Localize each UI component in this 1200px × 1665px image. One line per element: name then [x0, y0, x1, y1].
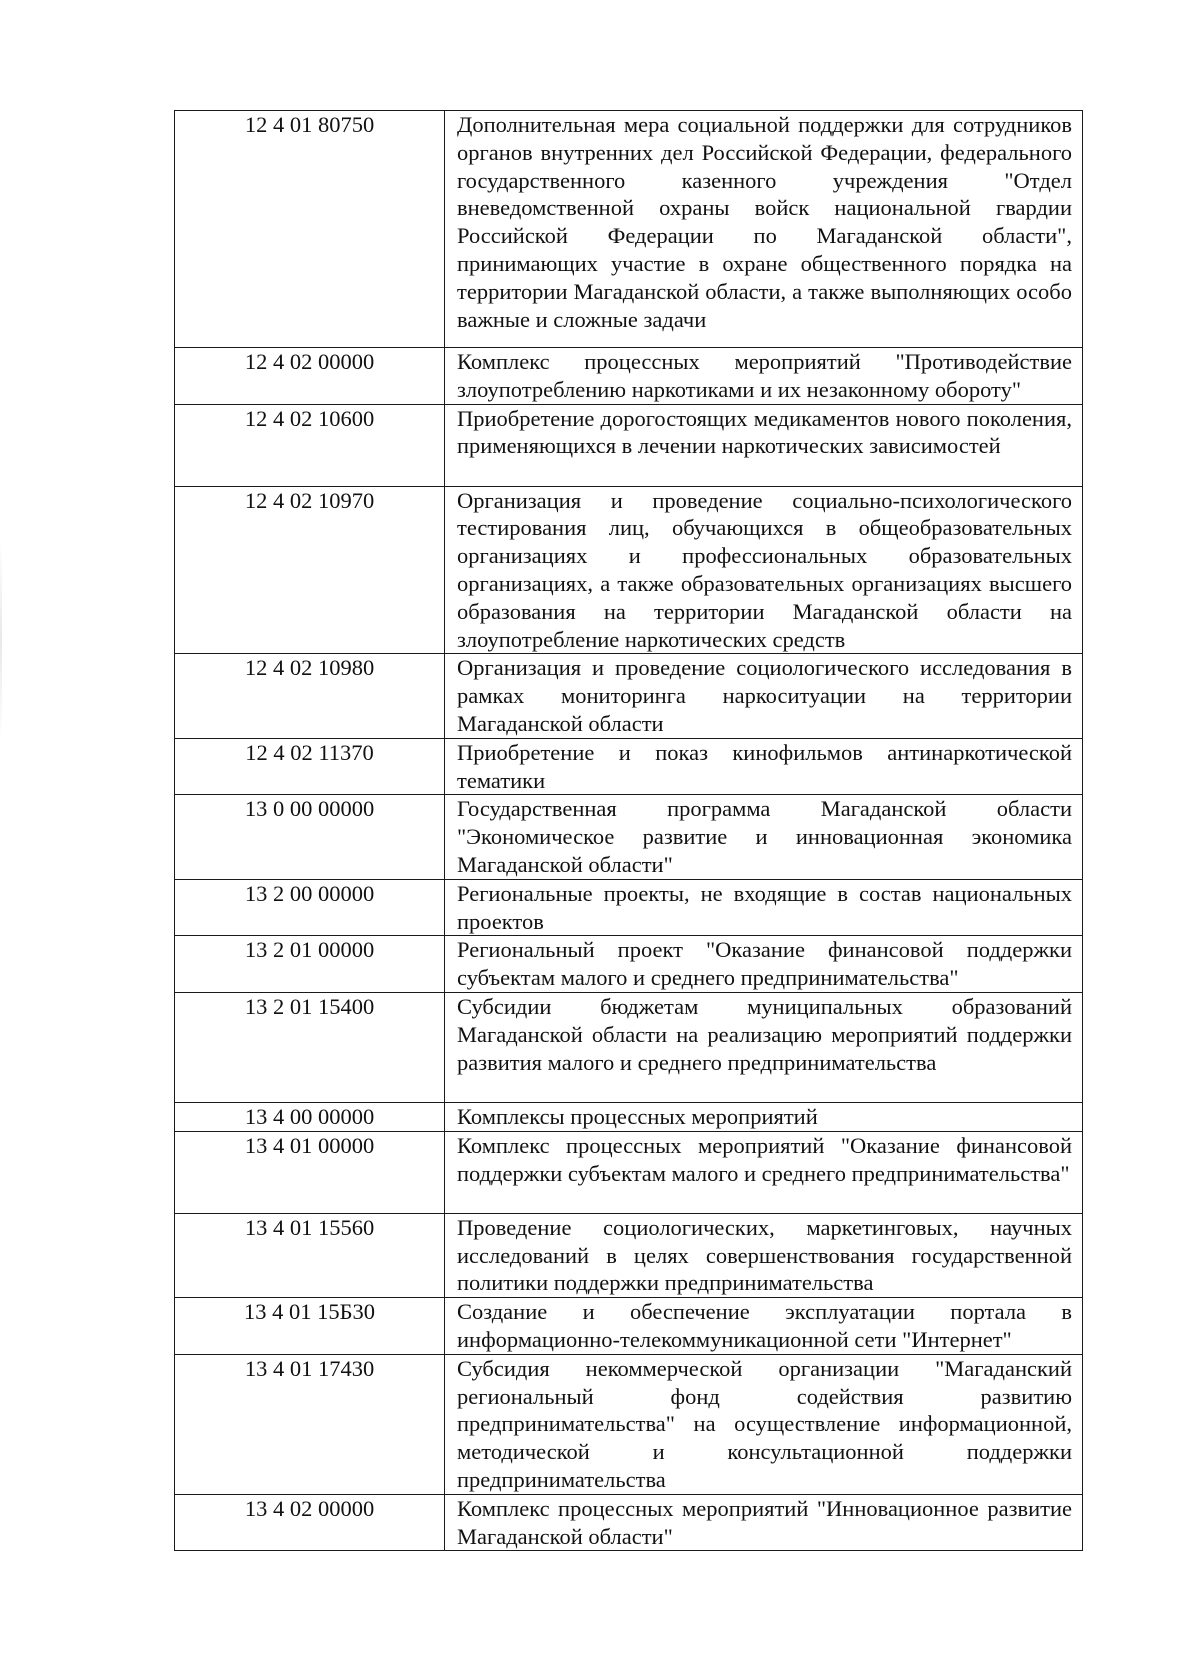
- target-article-code: 12 4 02 00000: [175, 348, 445, 405]
- table-row: [175, 936, 1083, 993]
- target-article-code: 13 0 00 00000: [175, 795, 445, 879]
- target-article-name: Субсидия некоммерческой организации "Магаданский региональный фонд содействия развитию предпринимательства" на осуществление информационной, методической и консультационной поддержки предпринимательства: [445, 1354, 1083, 1494]
- target-article-name: Приобретение дорогостоящих медикаментов нового поколения, применяющихся в лечении наркотических зависимостей: [445, 404, 1083, 486]
- target-article-code: 13 4 01 00000: [175, 1131, 445, 1213]
- target-article-name: Дополнительная мера социальной поддержки для сотрудников органов внутренних дел Российской Федерации, федерального государственного казенного учреждения "Отдел вневедомственной охраны войск национальной гвардии Российской Федерации по Магаданской области", принимающих участие в охране общественного порядка на территории Магаданской области, а также выполняющих особо важные и сложные задачи: [445, 111, 1083, 348]
- table-row: [175, 1494, 1083, 1551]
- target-article-code: 13 4 00 00000: [175, 1102, 445, 1131]
- table-row: [175, 404, 1083, 486]
- table-row: [175, 1213, 1083, 1297]
- budget-classification-table: [174, 110, 1083, 1551]
- table-row: [175, 654, 1083, 738]
- table-row: [175, 486, 1083, 654]
- table-row: [175, 1354, 1083, 1494]
- target-article-name: Комплекс процессных мероприятий "Оказание финансовой поддержки субъектам малого и среднего предпринимательства": [445, 1131, 1083, 1213]
- table-row: [175, 348, 1083, 405]
- target-article-name: Субсидии бюджетам муниципальных образований Магаданской области на реализацию мероприятий поддержки развития малого и среднего предпринимательства: [445, 992, 1083, 1102]
- table-row: [175, 1131, 1083, 1213]
- target-article-name: Комплекс процессных мероприятий "Противодействие злоупотреблению наркотиками и их незаконному обороту": [445, 348, 1083, 405]
- target-article-name: Организация и проведение социально-психологического тестирования лиц, обучающихся в общеобразовательных организациях и профессиональных образовательных организациях, а также образовательных организациях высшего образования на территории Магаданской области на злоупотребление наркотических средств: [445, 486, 1083, 654]
- target-article-name: Проведение социологических, маркетинговых, научных исследований в целях совершенствования государственной политики поддержки предпринимательства: [445, 1213, 1083, 1297]
- target-article-name: Организация и проведение социологического исследования в рамках мониторинга наркоситуации на территории Магаданской области: [445, 654, 1083, 738]
- target-article-name: Создание и обеспечение эксплуатации портала в информационно-телекоммуникационной сети "Интернет": [445, 1298, 1083, 1355]
- target-article-name: Региональный проект "Оказание финансовой поддержки субъектам малого и среднего предпринимательства": [445, 936, 1083, 993]
- table-row: [175, 1298, 1083, 1355]
- target-article-code: 13 4 01 15560: [175, 1213, 445, 1297]
- target-article-code: 12 4 02 10600: [175, 404, 445, 486]
- target-article-code: 13 2 01 00000: [175, 936, 445, 993]
- table-row: [175, 795, 1083, 879]
- target-article-code: 13 4 02 00000: [175, 1494, 445, 1551]
- target-article-name: Региональные проекты, не входящие в состав национальных проектов: [445, 879, 1083, 936]
- table-row: [175, 879, 1083, 936]
- target-article-code: 13 2 01 15400: [175, 992, 445, 1102]
- target-article-code: 12 4 02 11370: [175, 738, 445, 795]
- target-article-name: Приобретение и показ кинофильмов антинаркотической тематики: [445, 738, 1083, 795]
- table-row: [175, 111, 1083, 348]
- target-article-code: 12 4 02 10980: [175, 654, 445, 738]
- target-article-code: 12 4 01 80750: [175, 111, 445, 348]
- table-row: [175, 738, 1083, 795]
- table-row: [175, 1102, 1083, 1131]
- target-article-code: 12 4 02 10970: [175, 486, 445, 654]
- target-article-name: Комплекс процессных мероприятий "Инновационное развитие Магаданской области": [445, 1494, 1083, 1551]
- target-article-code: 13 4 01 17430: [175, 1354, 445, 1494]
- target-article-code: 13 2 00 00000: [175, 879, 445, 936]
- target-article-code: 13 4 01 15Б30: [175, 1298, 445, 1355]
- target-article-name: Государственная программа Магаданской области "Экономическое развитие и инновационная экономика Магаданской области": [445, 795, 1083, 879]
- scan-edge-mark: [0, 540, 2, 740]
- table-row: [175, 992, 1083, 1102]
- target-article-name: Комплексы процессных мероприятий: [445, 1102, 1083, 1131]
